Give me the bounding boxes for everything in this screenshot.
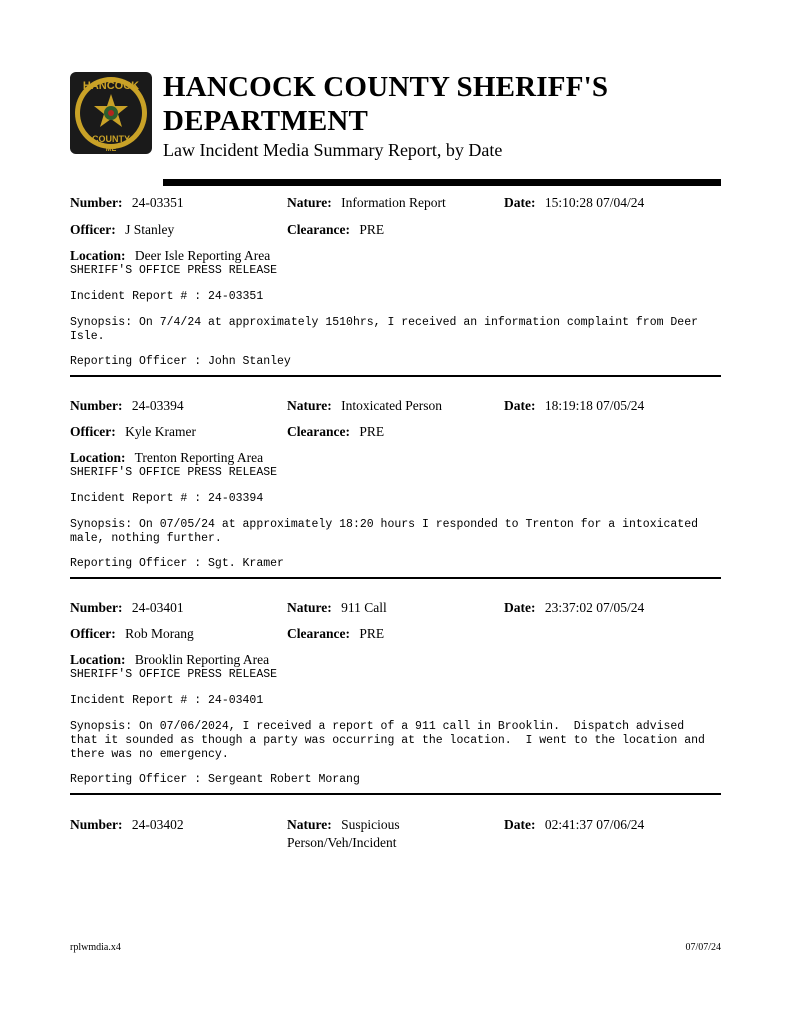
number-field: [70, 194, 184, 211]
synopsis-line: male, nothing further.: [70, 532, 222, 545]
nature-value: Information Report: [341, 195, 446, 210]
location-label: Location:: [70, 248, 126, 263]
record-divider: [70, 577, 721, 579]
clearance-label: Clearance:: [287, 222, 350, 237]
reporting-officer-line: Reporting Officer : John Stanley: [70, 355, 291, 368]
badge-icon: [70, 72, 152, 154]
synopsis-line: Synopsis: On 7/4/24 at approximately 1510hrs, I received an information complaint from Deer: [70, 316, 699, 329]
location-value: Deer Isle Reporting Area: [134, 248, 271, 263]
title-line-1: HANCOCK COUNTY SHERIFF'S: [163, 71, 609, 103]
date-value: 18:19:18 07/05/24: [544, 398, 645, 413]
date-value: 23:37:02 07/05/24: [544, 600, 645, 615]
officer-field: [70, 423, 196, 440]
record-divider: [70, 793, 721, 795]
date-value: 15:10:28 07/04/24: [544, 195, 645, 210]
number-value: 24-03394: [131, 398, 184, 413]
nature-label: Nature:: [287, 195, 332, 210]
synopsis-line: Isle.: [70, 330, 105, 343]
number-label: Number:: [70, 195, 123, 210]
sheriff-badge-logo: [70, 72, 152, 154]
footer-date: 07/07/24: [685, 942, 721, 953]
nature-label: Nature:: [287, 398, 332, 413]
synopsis-line: Synopsis: On 07/05/24 at approximately 18:20 hours I responded to Trenton for a intoxicated: [70, 518, 699, 531]
nature-field: [287, 816, 400, 833]
clearance-label: Clearance:: [287, 626, 350, 641]
date-label: Date:: [504, 817, 536, 832]
nature-field: [287, 599, 387, 616]
incident-report-line: Incident Report # : 24-03401: [70, 694, 264, 707]
location-label: Location:: [70, 652, 126, 667]
number-label: Number:: [70, 600, 123, 615]
officer-label: Officer:: [70, 424, 116, 439]
location-value: Brooklin Reporting Area: [134, 652, 270, 667]
date-field: [504, 194, 644, 211]
number-field: [70, 816, 184, 833]
synopsis-line: Synopsis: On 07/06/2024, I received a report of a 911 call in Brooklin. Dispatch advised: [70, 720, 685, 733]
nature-value-continued: Person/Veh/Incident: [287, 835, 397, 850]
location-label: Location:: [70, 450, 126, 465]
incident-report-line: Incident Report # : 24-03394: [70, 492, 264, 505]
officer-label: Officer:: [70, 626, 116, 641]
logo-text-state: ME: [105, 146, 117, 153]
logo-text-bottom: COUNTY: [92, 134, 130, 144]
clearance-field: [287, 625, 384, 642]
officer-field: [70, 221, 174, 238]
officer-field: [70, 625, 194, 642]
clearance-field: [287, 221, 384, 238]
nature-value: 911 Call: [341, 600, 387, 615]
synopsis-line: there was no emergency.: [70, 748, 229, 761]
press-release-line: SHERIFF'S OFFICE PRESS RELEASE: [70, 668, 278, 681]
date-field: [504, 816, 644, 833]
number-label: Number:: [70, 817, 123, 832]
location-field: [70, 449, 263, 466]
title-line-2: DEPARTMENT: [163, 105, 369, 137]
header-divider-bar: [163, 179, 721, 186]
footer-report-id: rplwmdia.x4: [70, 942, 121, 953]
nature-field: [287, 194, 446, 211]
officer-label: Officer:: [70, 222, 116, 237]
officer-value: J Stanley: [125, 222, 175, 237]
press-release-line: SHERIFF'S OFFICE PRESS RELEASE: [70, 264, 278, 277]
date-label: Date:: [504, 398, 536, 413]
number-value: 24-03351: [131, 195, 184, 210]
reporting-officer-line: Reporting Officer : Sgt. Kramer: [70, 557, 284, 570]
reporting-officer-line: Reporting Officer : Sergeant Robert Morang: [70, 773, 360, 786]
nature-label: Nature:: [287, 600, 332, 615]
press-release-line: SHERIFF'S OFFICE PRESS RELEASE: [70, 466, 278, 479]
date-field: [504, 397, 644, 414]
synopsis-line: that it sounded as though a party was occurring at the location. I went to the location and: [70, 734, 705, 747]
clearance-field: [287, 423, 384, 440]
clearance-value: PRE: [359, 626, 385, 641]
number-field: [70, 397, 184, 414]
incident-report-line: Incident Report # : 24-03351: [70, 290, 264, 303]
date-field: [504, 599, 644, 616]
location-field: [70, 247, 270, 264]
page-title: [163, 70, 608, 138]
clearance-label: Clearance:: [287, 424, 350, 439]
logo-text-top: HANCOCK: [82, 80, 140, 92]
officer-value: Kyle Kramer: [125, 424, 196, 439]
page-subtitle: Law Incident Media Summary Report, by Date: [163, 140, 503, 160]
number-value: 24-03402: [131, 817, 184, 832]
number-label: Number:: [70, 398, 123, 413]
nature-label: Nature:: [287, 817, 332, 832]
nature-value: Intoxicated Person: [341, 398, 442, 413]
date-label: Date:: [504, 600, 536, 615]
record-divider: [70, 375, 721, 377]
officer-value: Rob Morang: [125, 626, 194, 641]
location-field: [70, 651, 269, 668]
number-field: [70, 599, 184, 616]
clearance-value: PRE: [359, 424, 385, 439]
clearance-value: PRE: [359, 222, 385, 237]
location-value: Trenton Reporting Area: [134, 450, 264, 465]
date-value: 02:41:37 07/06/24: [544, 817, 645, 832]
number-value: 24-03401: [131, 600, 184, 615]
nature-value: Suspicious: [341, 817, 400, 832]
date-label: Date:: [504, 195, 536, 210]
nature-field: [287, 397, 442, 414]
